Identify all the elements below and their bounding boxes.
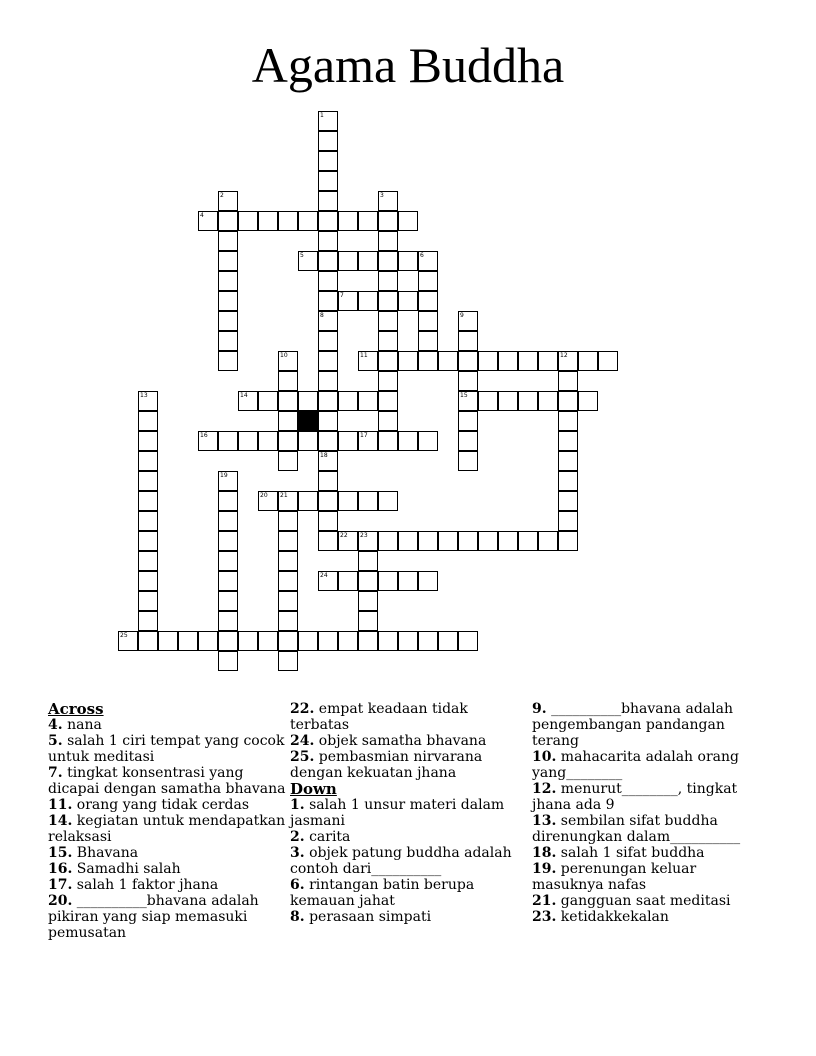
grid-cell[interactable] [218,531,238,551]
clue-item: 13. sembilan sifat buddha direnungkan dalam__________ [532,813,741,845]
clue-item: 24. objek samatha bhavana [290,733,487,749]
grid-cell[interactable] [338,251,358,271]
grid-cell[interactable] [438,531,458,551]
cell-number: 7 [340,292,344,299]
grid-cell[interactable] [378,211,398,231]
grid-cell[interactable] [518,531,538,551]
grid-cell[interactable] [378,431,398,451]
cell-number: 21 [280,492,288,499]
clue-item: 7. tingkat konsentrasi yang dicapai dengan samatha bhavana [48,765,286,797]
grid-cell[interactable] [318,191,338,211]
grid-cell[interactable] [238,631,258,651]
grid-cell[interactable] [398,211,418,231]
cell-number: 6 [420,252,424,259]
grid-cell[interactable] [498,531,518,551]
grid-cell[interactable] [398,291,418,311]
grid-cell[interactable] [318,231,338,251]
grid-cell[interactable] [218,211,238,231]
grid-cell[interactable] [398,571,418,591]
grid-cell[interactable] [558,531,578,551]
clue-item: 3. objek patung buddha adalah contoh dari__________ [290,845,512,877]
grid-cell[interactable] [318,531,338,551]
cell-number: 19 [220,472,228,479]
grid-cell[interactable] [218,471,238,491]
grid-cell[interactable] [278,551,298,571]
clue-item: 8. perasaan simpati [290,909,432,925]
cell-number: 14 [240,392,248,399]
grid-cell[interactable] [138,451,158,471]
grid-cell[interactable] [138,631,158,651]
grid-cell[interactable] [378,331,398,351]
grid-cell[interactable] [358,431,378,451]
grid-cell[interactable] [218,571,238,591]
clue-item: 9. __________bhavana adalah pengembangan pandangan terang [532,701,733,749]
grid-cell[interactable] [418,251,438,271]
grid-cell[interactable] [318,451,338,471]
grid-cell[interactable] [418,291,438,311]
grid-cell[interactable] [218,491,238,511]
grid-cell[interactable] [558,511,578,531]
grid-cell[interactable] [378,311,398,331]
cell-number: 15 [460,392,468,399]
grid-cell[interactable] [498,351,518,371]
grid-cell[interactable] [138,611,158,631]
grid-cell[interactable] [538,351,558,371]
grid-cell[interactable] [178,631,198,651]
grid-cell[interactable] [358,611,378,631]
grid-cell[interactable] [318,571,338,591]
grid-cell[interactable] [218,611,238,631]
grid-cell[interactable] [338,631,358,651]
cell-number: 22 [340,532,348,539]
grid-cell[interactable] [318,251,338,271]
clue-item: 6. rintangan batin berupa kemauan jahat [290,877,475,909]
grid-cell[interactable] [558,471,578,491]
grid-cell[interactable] [338,491,358,511]
grid-cell[interactable] [278,511,298,531]
grid-cell[interactable] [478,391,498,411]
grid-cell[interactable] [478,531,498,551]
grid-cell[interactable] [258,431,278,451]
grid-cell[interactable] [278,351,298,371]
grid-cell[interactable] [238,211,258,231]
grid-cell[interactable] [378,251,398,271]
grid-cell[interactable] [458,451,478,471]
grid-cell[interactable] [258,211,278,231]
grid-cell[interactable] [278,411,298,431]
grid-cell[interactable] [278,531,298,551]
grid-cell[interactable] [318,291,338,311]
clues-column-1 [48,701,288,941]
cell-number: 23 [360,532,368,539]
grid-cell[interactable] [378,191,398,211]
grid-cell[interactable] [318,171,338,191]
grid-cell[interactable] [138,531,158,551]
grid-cell[interactable] [318,631,338,651]
grid-cell[interactable] [378,631,398,651]
clue-item: 17. salah 1 faktor jhana [48,877,219,893]
black-square [298,411,318,431]
clue-item: 2. carita [290,829,351,845]
grid-cell[interactable] [278,431,298,451]
clue-item: 22. empat keadaan tidak terbatas [290,701,468,733]
grid-cell[interactable] [318,131,338,151]
grid-cell[interactable] [418,311,438,331]
clue-item: 18. salah 1 sifat buddha [532,845,705,861]
grid-cell[interactable] [558,491,578,511]
grid-cell[interactable] [138,491,158,511]
grid-cell[interactable] [318,471,338,491]
grid-cell[interactable] [218,551,238,571]
clue-item: 4. nana [48,717,102,733]
cell-number: 4 [200,212,204,219]
grid-cell[interactable] [338,531,358,551]
grid-cell[interactable] [258,491,278,511]
grid-cell[interactable] [278,591,298,611]
cell-number: 20 [260,492,268,499]
across-clue-list-continued [290,701,526,781]
grid-cell[interactable] [398,351,418,371]
grid-cell[interactable] [438,631,458,651]
grid-cell[interactable] [378,371,398,391]
grid-cell[interactable] [298,211,318,231]
clues-column-2 [290,701,526,925]
grid-cell[interactable] [138,391,158,411]
cell-number: 25 [120,632,128,639]
grid-cell[interactable] [578,351,598,371]
grid-cell[interactable] [318,431,338,451]
grid-cell[interactable] [358,531,378,551]
grid-cell[interactable] [218,631,238,651]
grid-cell[interactable] [358,631,378,651]
grid-cell[interactable] [338,291,358,311]
grid-cell[interactable] [558,351,578,371]
grid-cell[interactable] [138,431,158,451]
grid-cell[interactable] [358,291,378,311]
grid-cell[interactable] [138,551,158,571]
cell-number: 11 [360,352,368,359]
grid-cell[interactable] [538,391,558,411]
grid-cell[interactable] [218,431,238,451]
grid-cell[interactable] [218,231,238,251]
grid-cell[interactable] [218,271,238,291]
grid-cell[interactable] [138,511,158,531]
grid-cell[interactable] [278,611,298,631]
grid-cell[interactable] [318,151,338,171]
grid-cell[interactable] [278,651,298,671]
grid-cell[interactable] [458,371,478,391]
grid-cell[interactable] [138,591,158,611]
grid-cell[interactable] [258,391,278,411]
grid-cell[interactable] [198,431,218,451]
grid-cell[interactable] [378,351,398,371]
grid-cell[interactable] [578,391,598,411]
clue-item: 15. Bhavana [48,845,139,861]
grid-cell[interactable] [318,211,338,231]
grid-cell[interactable] [218,311,238,331]
grid-cell[interactable] [218,251,238,271]
page-title: Agama Buddha [251,37,565,93]
grid-cell[interactable] [458,391,478,411]
cell-number: 8 [320,312,324,319]
grid-cell[interactable] [298,491,318,511]
cell-number: 2 [220,192,224,199]
grid-cell[interactable] [358,351,378,371]
grid-cell[interactable] [338,211,358,231]
grid-cell[interactable] [358,551,378,571]
clue-item: 16. Samadhi salah [48,861,181,877]
grid-cell[interactable] [278,371,298,391]
grid-cell[interactable] [478,351,498,371]
grid-cell[interactable] [378,491,398,511]
grid-cell[interactable] [518,351,538,371]
grid-cell[interactable] [438,351,458,371]
grid-cell[interactable] [318,331,338,351]
grid-cell[interactable] [398,431,418,451]
grid-cell[interactable] [358,591,378,611]
down-clue-list-continued [532,701,772,925]
grid-cell[interactable] [318,111,338,131]
down-heading: Down [290,780,337,798]
grid-cell[interactable] [298,251,318,271]
grid-cell[interactable] [238,391,258,411]
across-clue-list [48,717,288,941]
grid-cell[interactable] [298,391,318,411]
grid-cell[interactable] [318,351,338,371]
grid-cell[interactable] [138,471,158,491]
grid-cell[interactable] [318,391,338,411]
grid-cell[interactable] [318,311,338,331]
grid-cell[interactable] [138,411,158,431]
cell-number: 12 [560,352,568,359]
cell-number: 5 [300,252,304,259]
grid-cell[interactable] [538,531,558,551]
clue-item: 12. menurut________, tingkat jhana ada 9 [532,781,738,813]
down-clue-list [290,797,526,925]
grid-cell[interactable] [218,511,238,531]
grid-cell[interactable] [418,431,438,451]
grid-cell[interactable] [518,391,538,411]
grid-cell[interactable] [458,351,478,371]
clue-item: 1. salah 1 unsur materi dalam jasmani [290,797,505,829]
grid-cell[interactable] [238,431,258,451]
cell-number: 17 [360,432,368,439]
grid-cell[interactable] [278,391,298,411]
grid-cell[interactable] [338,431,358,451]
grid-cell[interactable] [218,591,238,611]
grid-cell[interactable] [318,371,338,391]
cell-number: 16 [200,432,208,439]
grid-cell[interactable] [458,411,478,431]
clues-column-3 [532,701,772,925]
clue-item: 23. ketidakkekalan [532,909,669,925]
grid-cell[interactable] [358,571,378,591]
grid-cell[interactable] [298,431,318,451]
grid-cell[interactable] [358,211,378,231]
clue-item: 21. gangguan saat meditasi [532,893,731,909]
grid-cell[interactable] [358,251,378,271]
grid-cell[interactable] [418,531,438,551]
clue-item: 25. pembasmian nirvarana dengan kekuatan jhana [290,749,483,781]
clue-item: 14. kegiatan untuk mendapatkan relaksasi [48,813,286,845]
grid-cell[interactable] [558,411,578,431]
grid-cell[interactable] [458,631,478,651]
grid-cell[interactable] [198,631,218,651]
cell-number: 10 [280,352,288,359]
clue-item: 20. __________bhavana adalah pikiran yang siap memasuki pemusatan [48,893,259,941]
grid-cell[interactable] [378,391,398,411]
grid-cell[interactable] [278,451,298,471]
grid-cell[interactable] [418,271,438,291]
grid-cell[interactable] [278,571,298,591]
cell-number: 24 [320,572,328,579]
grid-cell[interactable] [458,531,478,551]
grid-cell[interactable] [218,291,238,311]
grid-cell[interactable] [398,631,418,651]
grid-cell[interactable] [218,191,238,211]
across-heading: Across [48,700,104,718]
grid-cell[interactable] [378,411,398,431]
grid-cell[interactable] [378,231,398,251]
grid-cell[interactable] [298,631,318,651]
grid-cell[interactable] [558,431,578,451]
cell-number: 1 [320,112,324,119]
grid-cell[interactable] [138,571,158,591]
grid-cell[interactable] [458,331,478,351]
clue-item: 19. perenungan keluar masuknya nafas [532,861,697,893]
grid-cell[interactable] [598,351,618,371]
cell-number: 3 [380,192,384,199]
grid-cell[interactable] [558,371,578,391]
grid-cell[interactable] [278,491,298,511]
clue-item: 10. mahacarita adalah orang yang________ [532,749,739,781]
grid-cell[interactable] [558,391,578,411]
grid-cell[interactable] [378,531,398,551]
grid-cell[interactable] [418,351,438,371]
grid-cell[interactable] [458,311,478,331]
grid-cell[interactable] [458,431,478,451]
grid-cell[interactable] [378,571,398,591]
grid-cell[interactable] [558,451,578,471]
grid-cell[interactable] [318,411,338,431]
grid-cell[interactable] [398,251,418,271]
grid-cell[interactable] [338,571,358,591]
grid-cell[interactable] [218,351,238,371]
grid-cell[interactable] [358,391,378,411]
grid-cell[interactable] [418,331,438,351]
clue-item: 5. salah 1 ciri tempat yang cocok untuk meditasi [48,733,285,765]
cell-number: 9 [460,312,464,319]
grid-cell[interactable] [498,391,518,411]
grid-cell[interactable] [318,271,338,291]
grid-cell[interactable] [198,211,218,231]
grid-cell[interactable] [218,331,238,351]
clue-item: 11. orang yang tidak cerdas [48,797,250,813]
grid-cell[interactable] [318,511,338,531]
grid-cell[interactable] [158,631,178,651]
grid-cell[interactable] [378,271,398,291]
cell-number: 13 [140,392,148,399]
grid-cell[interactable] [418,631,438,651]
grid-cell[interactable] [358,491,378,511]
grid-cell[interactable] [318,491,338,511]
grid-cell[interactable] [338,391,358,411]
grid-cell[interactable] [378,291,398,311]
cell-number: 18 [320,452,328,459]
grid-cell[interactable] [278,631,298,651]
grid-cell[interactable] [118,631,138,651]
grid-cell[interactable] [278,211,298,231]
grid-cell[interactable] [418,571,438,591]
grid-cell[interactable] [258,631,278,651]
grid-cell[interactable] [218,651,238,671]
grid-cell[interactable] [398,531,418,551]
